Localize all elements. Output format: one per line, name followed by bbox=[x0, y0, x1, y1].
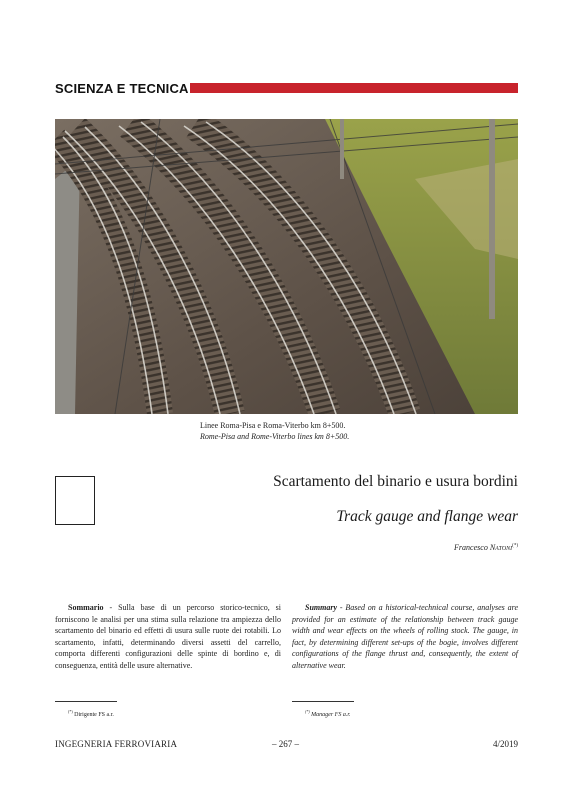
section-accent-bar bbox=[190, 83, 518, 93]
footnote-rule-right bbox=[292, 701, 354, 702]
article-author bbox=[454, 543, 518, 552]
abstract-italian bbox=[55, 602, 281, 671]
abstract-italian-label: Sommario bbox=[68, 603, 104, 612]
railway-tracks-photo bbox=[55, 119, 518, 414]
footer-page-number: – 267 – bbox=[272, 739, 299, 749]
abstract-italian-text: - Sulla base di un percorso storico-tecnico, si forniscono le analisi per una stima sulla relazione tra ampiezza dello scartamento del binario ed effetti di usura sulle ruote dei rotabili. Lo scartamento, infatti, determinando diversi assetti del carrello, comporta differenti configurazioni delle spinte di bordino e, di conseguenza, entità delle usure alternative. bbox=[55, 603, 281, 670]
author-last-name: Natoni bbox=[489, 543, 513, 552]
abstract-english-text: - Based on a historical-technical course, analyses are provided for an estimate of the relationship between track gauge width and wear effects on the wheels of rolling stock. The gauge, in fact, by determining different set-ups of the bogie, involves different configurations of the flange thrust and, consequently, the extent of alternative wear. bbox=[292, 603, 518, 670]
footnote-english bbox=[305, 709, 351, 718]
article-title-italian: Scartamento del binario e usura bordini bbox=[273, 473, 518, 490]
footnote-rule-left bbox=[55, 701, 117, 702]
caption-english: Rome-Pisa and Rome-Viterbo lines km 8+500. bbox=[200, 432, 350, 441]
author-footnote-mark: (*) bbox=[512, 543, 518, 549]
caption-italian: Linee Roma-Pisa e Roma-Viterbo km 8+500. bbox=[200, 421, 346, 430]
footnote-italian-mark: (*) bbox=[68, 709, 73, 714]
footer-journal-name: INGEGNERIA FERROVIARIA bbox=[55, 739, 178, 749]
photo-caption bbox=[200, 420, 349, 442]
section-title: SCIENZA E TECNICA bbox=[55, 81, 189, 96]
footer-issue: 4/2019 bbox=[492, 739, 518, 749]
abstract-english bbox=[292, 602, 518, 671]
author-first-name: Francesco bbox=[454, 543, 488, 552]
footnote-italian-text: Dirigente FS a.r. bbox=[74, 712, 114, 718]
footnote-english-mark: (*) bbox=[305, 709, 310, 714]
footnote-italian bbox=[68, 709, 114, 718]
abstract-english-label: Summary bbox=[305, 603, 338, 612]
footnote-english-text: Manager FS a.r. bbox=[311, 712, 351, 718]
title-box-decoration bbox=[55, 476, 95, 525]
section-header bbox=[55, 80, 518, 98]
railway-tracks-illustration bbox=[55, 119, 518, 414]
article-title-english: Track gauge and flange wear bbox=[336, 508, 518, 525]
